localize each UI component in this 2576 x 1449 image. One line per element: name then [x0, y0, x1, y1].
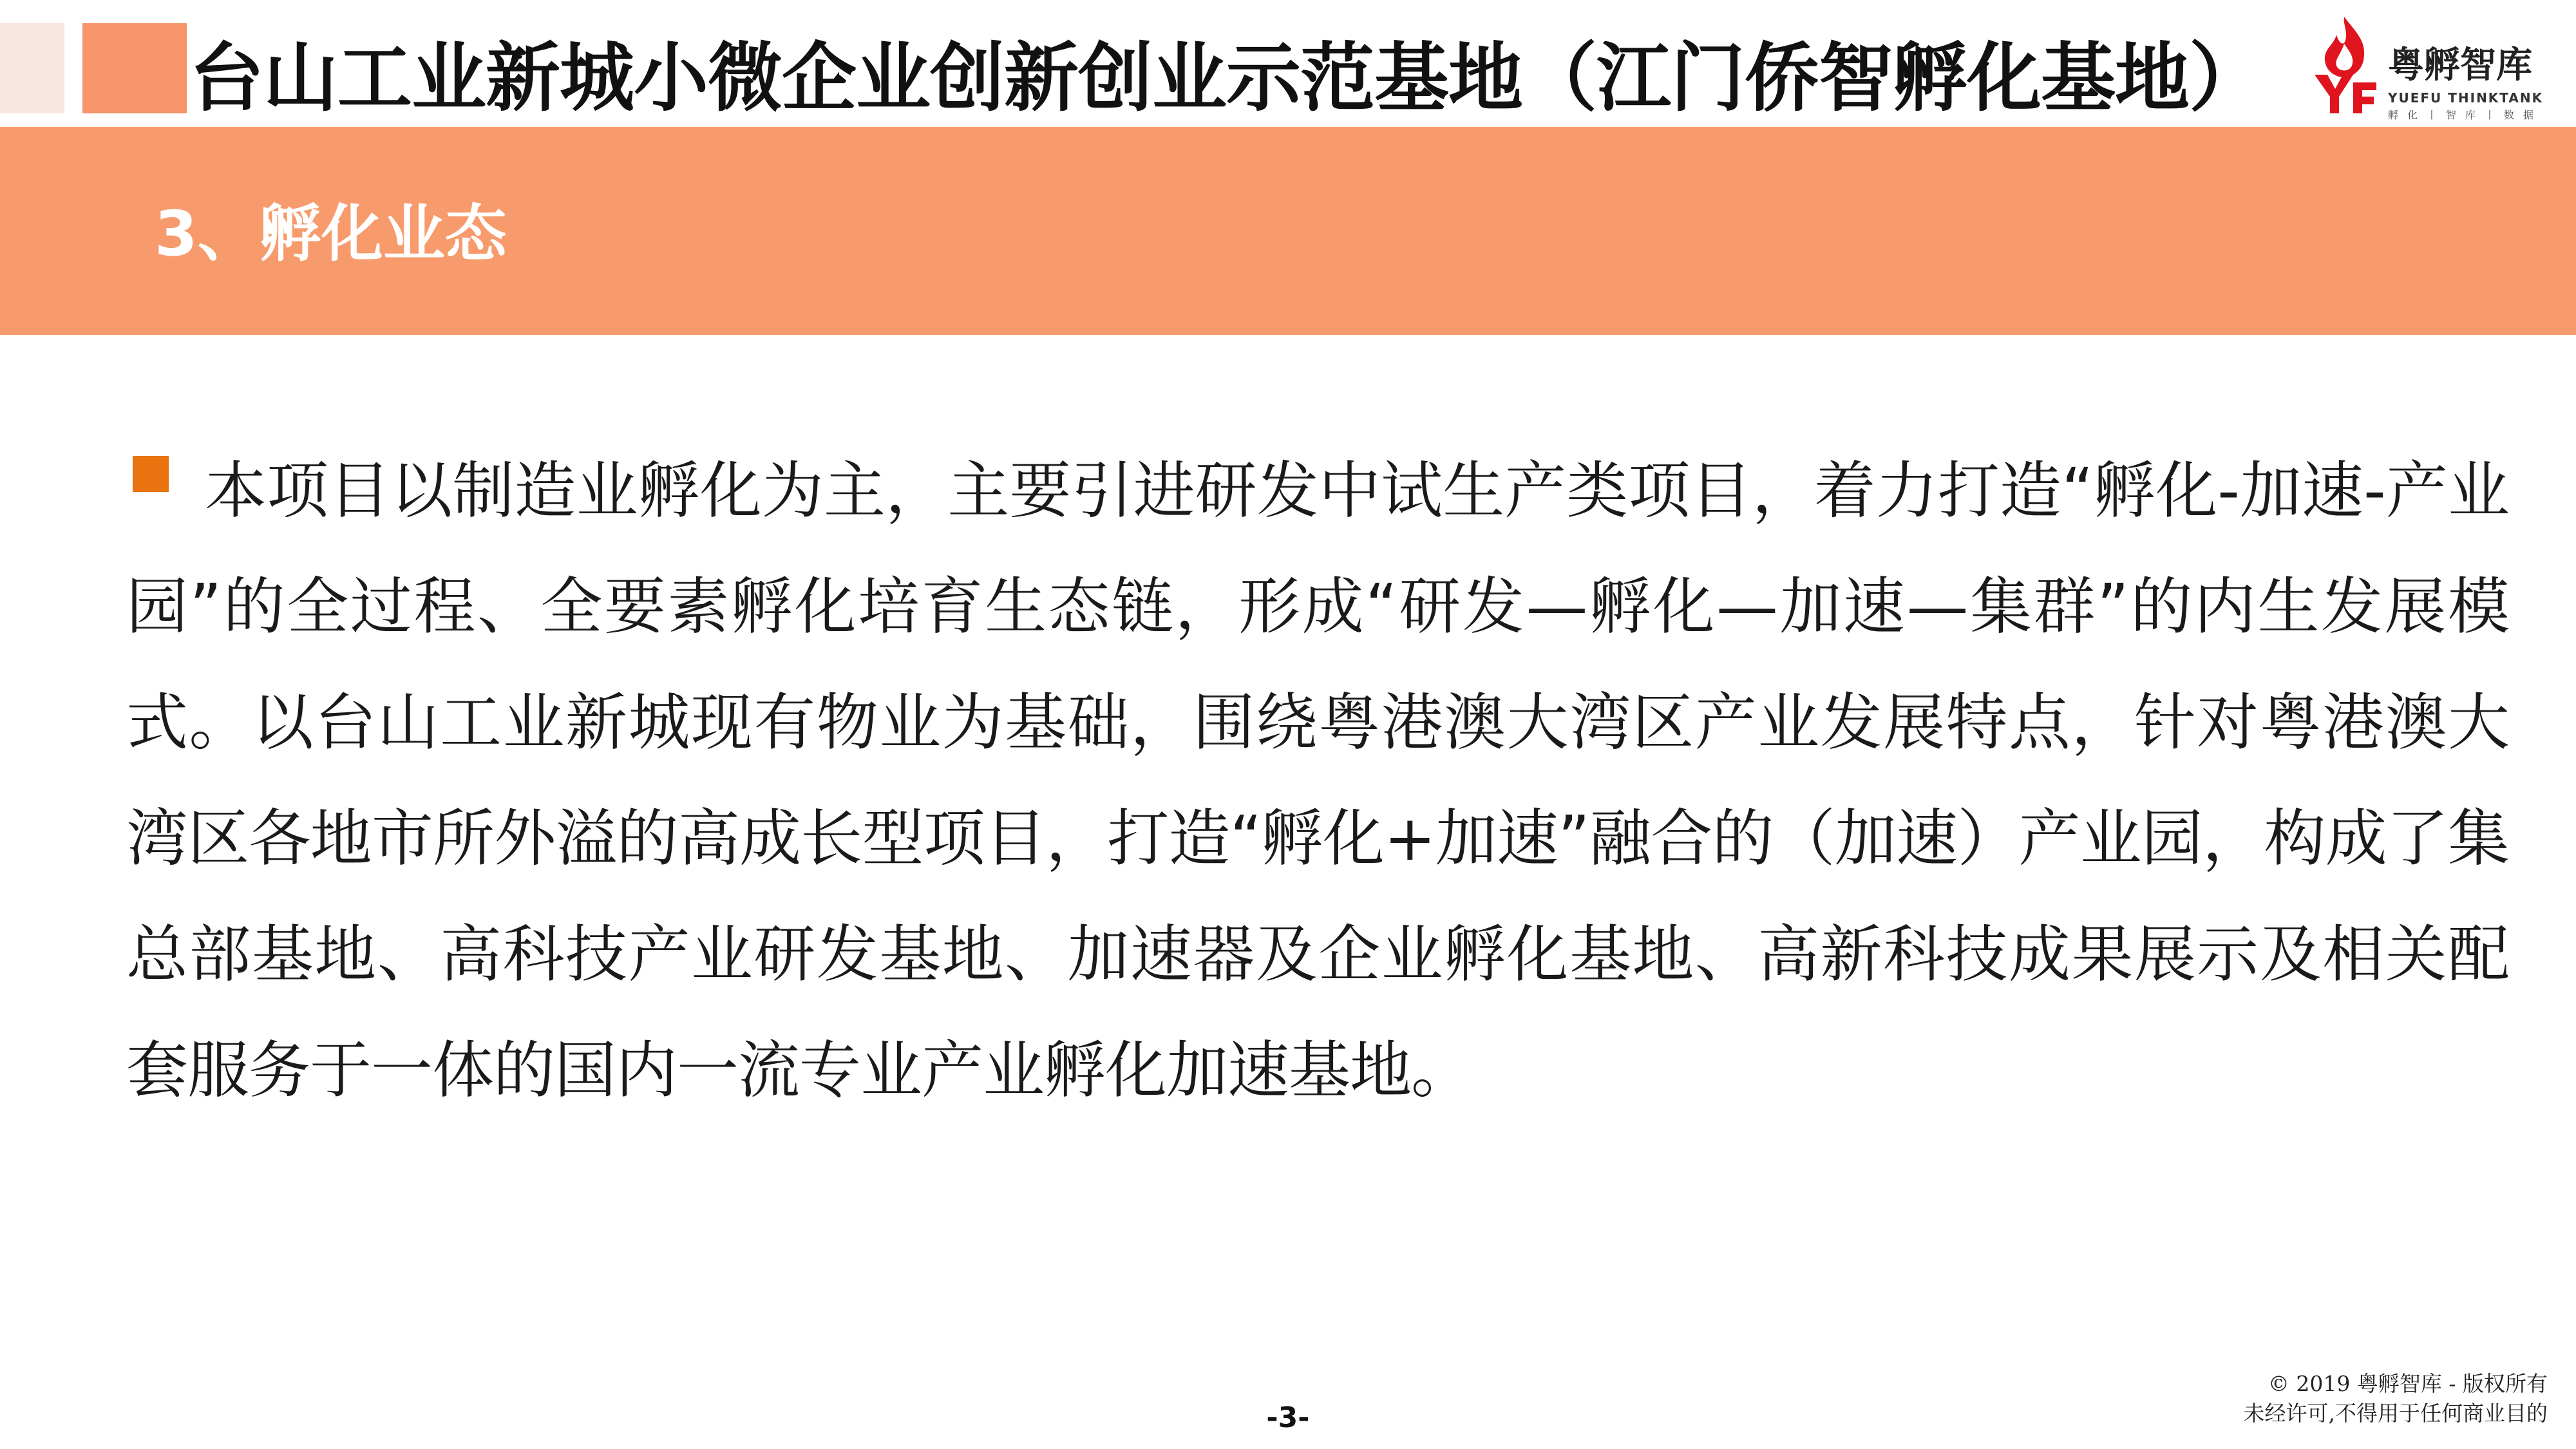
- logo-tagline: 孵化丨智库丨数据: [2388, 109, 2543, 121]
- body-paragraph: 本项目以制造业孵化为主，主要引进研发中试生产类项目，着力打造“孵化-加速-产业园”的全过程、全要素孵化培育生态链，形成“研发—孵化—加速—集群”的内生发展模式。以台山工业新城现有物业为基础，围绕粤港澳大湾区产业发展特点，针对粤港澳大湾区各地市所外溢的高成长型项目，打造“孵化+加速”融合的（加速）产业园，构成了集总部基地、高科技产业研发基地、加速器及企业孵化基地、高新科技成果展示及相关配套服务于一体的国内一流专业产业孵化加速基地。: [126, 455, 2509, 1106]
- logo-name: 粤孵智库: [2388, 44, 2532, 86]
- decor-block-orange: [82, 23, 187, 113]
- flame-yf-logo-icon: [2306, 13, 2383, 116]
- page-title: 台山工业新城小微企业创新创业示范基地（江门侨智孵化基地）: [189, 35, 2263, 122]
- section-heading: 3、孵化业态: [155, 198, 507, 270]
- square-bullet-icon: [133, 456, 169, 492]
- brand-logo: [2306, 13, 2550, 122]
- page-number: -3-: [1266, 1401, 1310, 1434]
- logo-english-name: YUEFU THINKTANK: [2388, 90, 2544, 106]
- usage-restriction-line: 未经许可,不得用于任何商业目的: [2243, 1401, 2548, 1426]
- content-block: [126, 433, 2509, 1128]
- section-header-bar: [0, 127, 2576, 335]
- decor-block-light: [0, 23, 64, 113]
- copyright-notice: [2244, 1369, 2548, 1428]
- copyright-line: © 2019 粤孵智库 - 版权所有: [2268, 1371, 2548, 1396]
